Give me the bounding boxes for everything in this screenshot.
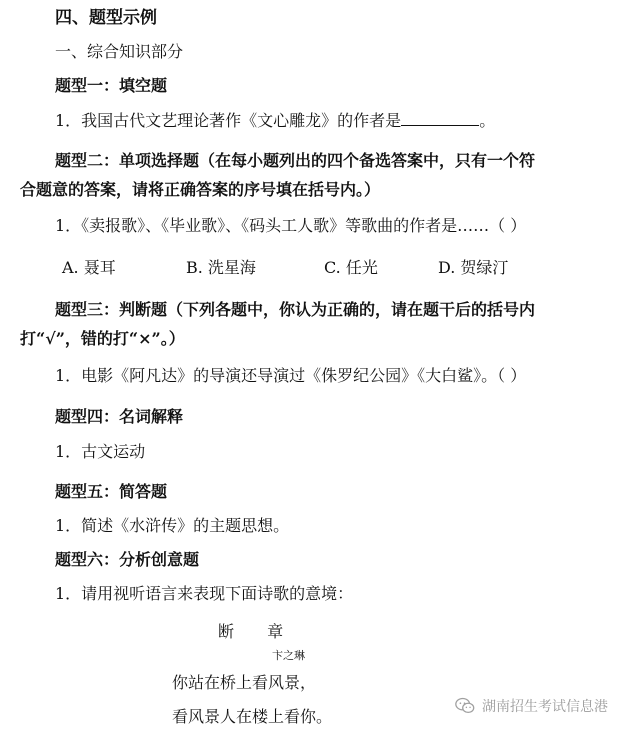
q5-item: 1．简述《水浒传》的主题思想。 [55,516,290,535]
q5-type-heading: 题型五：简答题 [55,482,168,501]
poem-author: 卞之琳 [272,649,305,662]
q1-type-heading: 题型一：填空题 [55,76,168,95]
q4-type-heading: 题型四：名词解释 [55,407,184,426]
q6-type-heading: 题型六：分析创意题 [55,550,200,569]
q3-type-heading-line1: 题型三：判断题（下列各题中，你认为正确的，请在题干后的括号内 [55,300,536,319]
fill-blank [401,110,479,126]
watermark-text: 湖南招生考试信息港 [482,699,608,715]
q4-item: 1．古文运动 [55,442,146,461]
q6-item: 1．请用视听语言来表现下面诗歌的意境： [55,584,354,603]
q1-item [55,110,495,131]
wechat-icon [454,695,476,717]
q2-item: 1．《卖报歌》、《毕业歌》、《码头工人歌》等歌曲的作者是……（ ） [55,216,527,235]
option-c: C. 任光 [324,258,378,277]
subsection-title: 一、综合知识部分 [55,42,184,61]
poem-line-2: 看风景人在楼上看你。 [172,707,333,726]
watermark [454,695,608,717]
poem-title: 断 章 [218,622,298,641]
option-a: A. 聂耳 [62,258,116,277]
q2-type-heading-line2: 合题意的答案，请将正确答案的序号填在括号内。） [20,180,381,199]
q3-item: 1．电影《阿凡达》的导演还导演过《侏罗纪公园》《大白鲨》。（ ） [55,366,527,385]
option-d: D. 贺绿汀 [438,258,509,277]
q1-item-end: 。 [479,111,496,130]
poem-line-1: 你站在桥上看风景， [172,673,317,692]
q2-type-heading-line1: 题型二：单项选择题（在每小题列出的四个备选答案中，只有一个符 [55,151,536,170]
q1-item-text: 1．我国古代文艺理论著作《文心雕龙》的作者是 [55,111,402,130]
section-title: 四、题型示例 [55,8,157,28]
q3-type-heading-line2: 打“√”，错的打“×”。） [20,329,185,348]
q2-options [62,258,562,278]
option-b: B. 洗星海 [186,258,256,277]
